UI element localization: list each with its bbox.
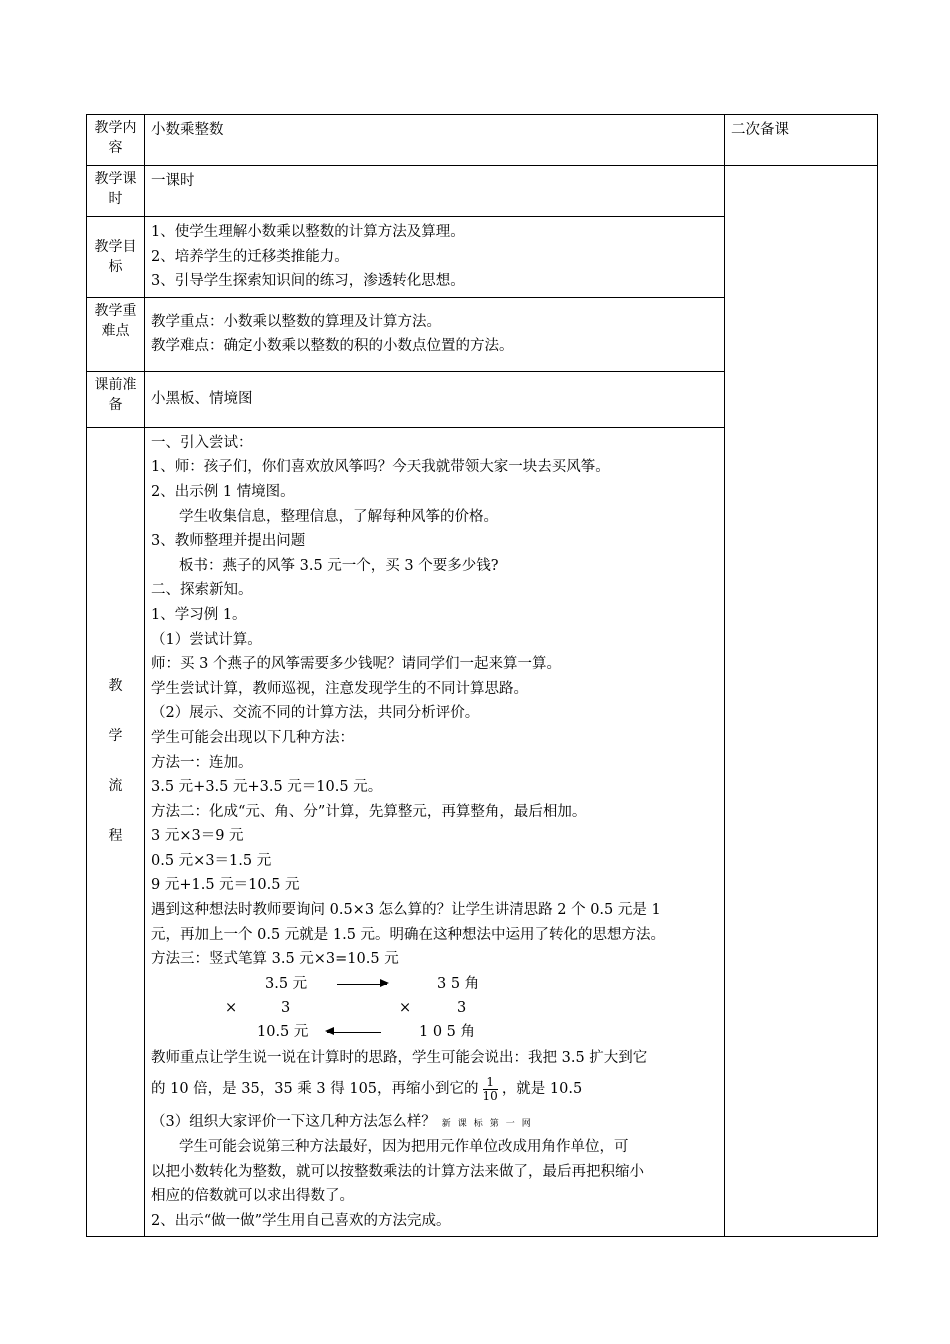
flow-line: 相应的倍数就可以求出得数了。 [151, 1188, 354, 1205]
second-prep-label: 二次备课 [731, 122, 789, 138]
flow-line: 2、出示“做一做”学生用自己喜欢的方法完成。 [151, 1212, 451, 1229]
right-arrow-icon [337, 984, 387, 985]
flow-line: 9 元+1.5 元＝10.5 元 [151, 877, 300, 894]
vertical-left-result: 10.5 元 [257, 1023, 309, 1040]
flow-line: 1、师：孩子们，你们喜欢放风筝吗？今天我就带领大家一块去买风筝。 [151, 459, 610, 476]
goal-item: 2、培养学生的迁移类推能力。 [151, 248, 349, 265]
flow-line: 板书：燕子的风筝 3.5 元一个，买 3 个要多少钱? [179, 557, 499, 574]
flow-line: 方法三：竖式笔算 3.5 元×3=10.5 元 [151, 951, 399, 968]
goal-item: 1、使学生理解小数乘以整数的计算方法及算理。 [151, 224, 465, 240]
fraction-numerator: 1 [483, 1076, 498, 1090]
flow-line: 以把小数转化为整数，就可以按整数乘法的计算方法来做了，最后再把积缩小 [151, 1163, 644, 1180]
vertical-right-top: 3 5 角 [437, 975, 480, 992]
vertical-left-top: 3.5 元 [265, 975, 308, 992]
flow-line: 0.5 元×3＝1.5 元 [151, 852, 272, 869]
value-hours [145, 166, 725, 217]
difficult-point: 教学难点：确定小数乘以整数的积的小数点位置的方法。 [151, 338, 514, 355]
prep-materials: 小黑板、情境图 [151, 390, 253, 407]
flow-line-q3 [151, 1110, 718, 1135]
label-goals [87, 217, 145, 298]
times-sign: × [225, 999, 238, 1016]
flow-line: 二、探索新知。 [151, 582, 253, 599]
flow-text: ，就是 10.5 [501, 1081, 583, 1098]
flow-line: 3.5 元+3.5 元+3.5 元＝10.5 元。 [151, 779, 383, 796]
times-sign: × [399, 999, 412, 1016]
flow-label-char: 学 [108, 727, 123, 744]
watermark-text: 新课标第一网 [441, 1119, 538, 1130]
vertical-calculation [151, 972, 718, 1046]
label-prep-text: 课前准备 [94, 376, 137, 413]
flow-line: 遇到这种想法时教师要询问 0.5×3 怎么算的？让学生讲清思路 2 个 0.5 元是 1 [151, 902, 661, 919]
label-key-text: 教学重难点 [94, 302, 137, 339]
flow-line: 3、教师整理并提出问题 [151, 533, 306, 550]
label-hours [87, 166, 145, 217]
value-key [145, 297, 725, 371]
flow-line: 元，再加上一个 0.5 元就是 1.5 元。明确在这种想法中运用了转化的思想方法。 [151, 926, 666, 943]
label-prep [87, 371, 145, 427]
flow-line: 学生可能会出现以下几种方法： [151, 729, 354, 746]
lesson-topic: 小数乘整数 [151, 122, 224, 138]
flow-line: 一、引入尝试： [151, 434, 253, 451]
value-goals [145, 217, 725, 298]
vertical-right-result: 1 0 5 角 [419, 1023, 476, 1040]
flow-line: 方法二：化成“元、角、分”计算，先算整元，再算整角，最后相加。 [151, 803, 587, 820]
label-hours-text: 教学课时 [94, 171, 137, 207]
flow-line: 学生收集信息，整理信息，了解每种风筝的价格。 [179, 508, 498, 525]
fraction-line [151, 1070, 718, 1108]
flow-line: 师：买 3 个燕子的风筝需要多少钱呢？请同学们一起来算一算。 [151, 656, 561, 673]
lesson-plan-table [86, 114, 878, 1237]
value-content [145, 115, 725, 166]
label-flow [87, 427, 145, 1237]
key-point: 教学重点：小数乘以整数的算理及计算方法。 [151, 313, 441, 330]
label-goals-text: 教学目标 [94, 238, 137, 275]
side-notes-column [725, 166, 878, 1237]
flow-line: （2）展示、交流不同的计算方法，共同分析评价。 [151, 705, 480, 722]
lesson-hours: 一课时 [151, 173, 195, 189]
goal-item: 3、引导学生探索知识间的练习，渗透转化思想。 [151, 273, 465, 290]
flow-line: 教师重点让学生说一说在计算时的思路，学生可能会说出：我把 3.5 扩大到它 [151, 1049, 648, 1066]
value-flow [145, 427, 725, 1237]
left-arrow-icon [327, 1032, 381, 1033]
side-header [725, 115, 878, 166]
vertical-left-multiplier: 3 [281, 999, 291, 1016]
flow-line: 方法一：连加。 [151, 754, 253, 771]
row-hours [87, 166, 878, 217]
flow-line: 学生可能会说第三种方法最好，因为把用元作单位改成用角作单位，可 [179, 1139, 629, 1156]
flow-text: 的 10 倍，是 35，35 乘 3 得 105，再缩小到它的 [151, 1081, 479, 1098]
fraction-denominator: 10 [482, 1088, 498, 1103]
flow-line: 3 元×3＝9 元 [151, 828, 244, 845]
fraction [483, 1076, 498, 1103]
value-prep [145, 371, 725, 427]
label-content-text: 教学内容 [94, 120, 137, 156]
flow-line: 学生尝试计算，教师巡视，注意发现学生的不同计算思路。 [151, 680, 528, 697]
flow-line: 2、出示例 1 情境图。 [151, 483, 295, 500]
label-key [87, 297, 145, 371]
label-content [87, 115, 145, 166]
flow-text: （3）组织大家评价一下这几种方法怎么样？ [151, 1114, 436, 1131]
flow-label-char: 程 [108, 827, 123, 844]
row-content [87, 115, 878, 166]
flow-label-char: 教 [108, 677, 123, 694]
flow-line: （1）尝试计算。 [151, 631, 262, 648]
vertical-right-multiplier: 3 [457, 999, 467, 1016]
flow-label-char: 流 [108, 777, 123, 794]
flow-line: 1、学习例 1。 [151, 606, 247, 623]
